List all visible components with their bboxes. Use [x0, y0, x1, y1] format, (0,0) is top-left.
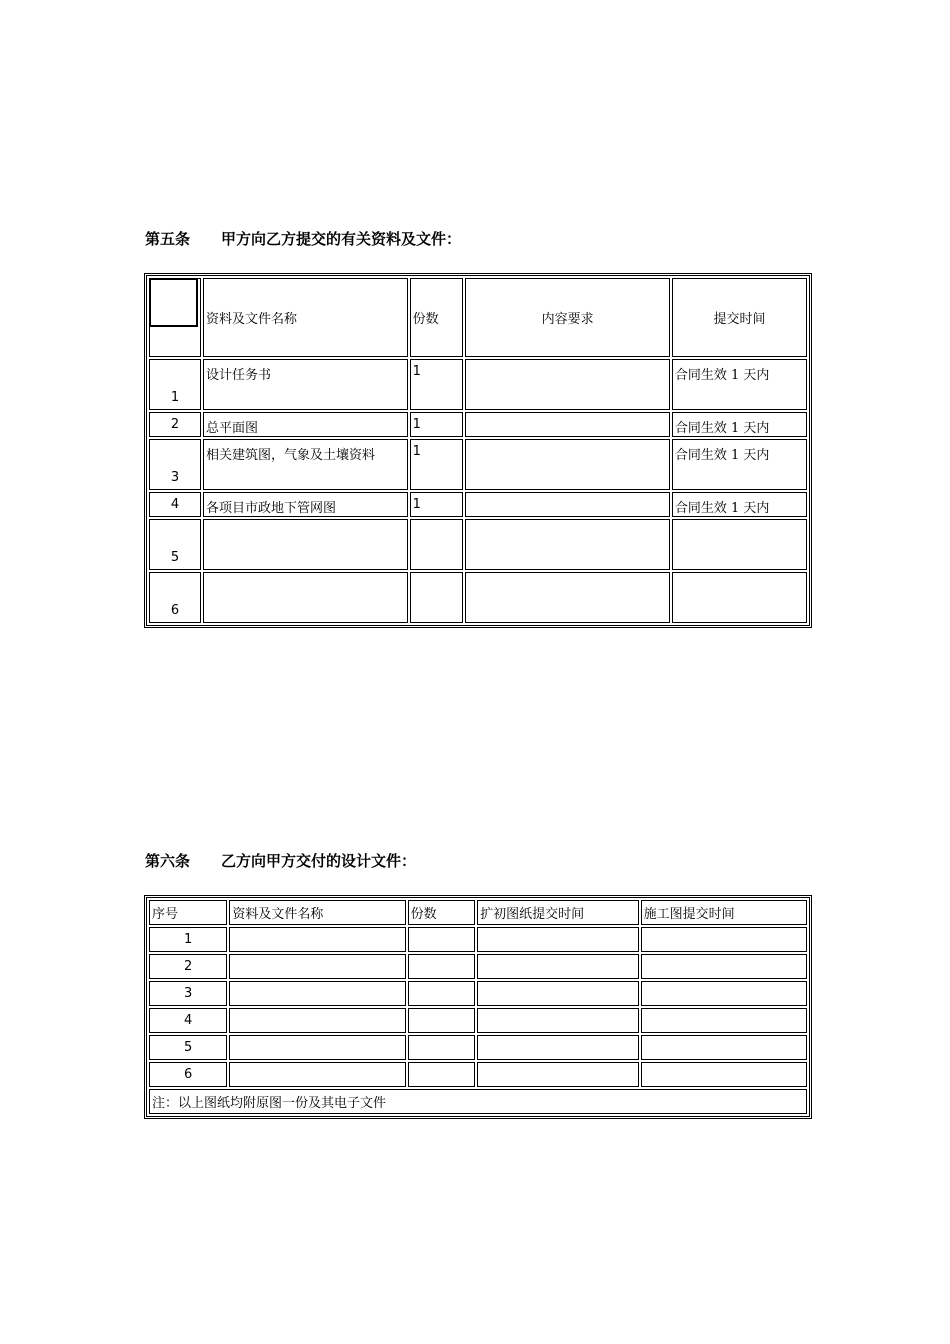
row-time: 合同生效 1 天内	[672, 439, 807, 490]
row-name	[229, 1035, 405, 1060]
table-row	[149, 492, 807, 517]
row-seq: 5	[149, 519, 201, 570]
row-seq: 2	[149, 954, 227, 979]
header-seq: 序号	[149, 900, 227, 925]
table-row	[149, 572, 807, 623]
row-copies	[408, 1008, 475, 1033]
row-content	[465, 439, 670, 490]
table-row	[149, 412, 807, 437]
row-copies	[408, 1062, 475, 1087]
row-copies	[410, 519, 464, 570]
article-6-title: 乙方向甲方交付的设计文件：	[221, 852, 417, 870]
row-seq: 3	[149, 439, 201, 490]
row-content	[465, 412, 670, 437]
row-seq: 4	[149, 1008, 227, 1033]
row-seq: 1	[149, 359, 201, 410]
article-5-heading	[145, 228, 461, 249]
row-time: 合同生效 1 天内	[672, 492, 807, 517]
row-copies	[408, 927, 475, 952]
table-row	[149, 439, 807, 490]
header-name: 资料及文件名称	[203, 278, 408, 357]
header-construction-time: 施工图提交时间	[641, 900, 807, 925]
article-5-table	[146, 275, 810, 626]
header-name: 资料及文件名称	[229, 900, 405, 925]
row-preliminary-time	[477, 927, 638, 952]
row-seq: 2	[149, 412, 201, 437]
row-seq: 6	[149, 572, 201, 623]
row-content	[465, 572, 670, 623]
article-5-number: 第五条	[145, 230, 191, 248]
row-copies: 1	[410, 359, 464, 410]
row-name	[229, 981, 405, 1006]
row-seq: 1	[149, 927, 227, 952]
row-name: 相关建筑图，气象及土壤资料	[203, 439, 408, 490]
header-time: 提交时间	[672, 278, 807, 357]
row-name	[229, 954, 405, 979]
row-name	[229, 927, 405, 952]
row-seq: 5	[149, 1035, 227, 1060]
row-copies: 1	[410, 412, 464, 437]
row-name: 各项目市政地下管网图	[203, 492, 408, 517]
header-copies: 份数	[410, 278, 464, 357]
row-content	[465, 519, 670, 570]
row-copies	[408, 981, 475, 1006]
article-6-table	[146, 897, 810, 1117]
article-6-heading	[145, 850, 416, 871]
row-time: 合同生效 1 天内	[672, 412, 807, 437]
header-content: 内容要求	[465, 278, 670, 357]
article-5-title: 甲方向乙方提交的有关资料及文件：	[221, 230, 462, 248]
row-preliminary-time	[477, 1035, 638, 1060]
table-header-row	[149, 278, 807, 357]
row-seq: 4	[149, 492, 201, 517]
article-6-number: 第六条	[145, 852, 191, 870]
row-copies: 1	[410, 439, 464, 490]
table-row	[149, 927, 807, 952]
row-time: 合同生效 1 天内	[672, 359, 807, 410]
row-name	[203, 519, 408, 570]
row-construction-time	[641, 981, 807, 1006]
header-preliminary-time: 扩初图纸提交时间	[477, 900, 638, 925]
row-construction-time	[641, 1035, 807, 1060]
table-row	[149, 519, 807, 570]
row-construction-time	[641, 1062, 807, 1087]
row-construction-time	[641, 927, 807, 952]
row-construction-time	[641, 1008, 807, 1033]
row-preliminary-time	[477, 954, 638, 979]
row-preliminary-time	[477, 1062, 638, 1087]
row-copies: 1	[410, 492, 464, 517]
header-seq-cell	[149, 278, 201, 357]
table-row	[149, 954, 807, 979]
row-time	[672, 572, 807, 623]
header-copies: 份数	[408, 900, 475, 925]
row-copies	[408, 1035, 475, 1060]
row-seq: 3	[149, 981, 227, 1006]
row-construction-time	[641, 954, 807, 979]
row-content	[465, 359, 670, 410]
table-note: 注：以上图纸均附原图一份及其电子文件	[149, 1089, 807, 1114]
table-row	[149, 1008, 807, 1033]
row-preliminary-time	[477, 981, 638, 1006]
row-seq: 6	[149, 1062, 227, 1087]
row-copies	[408, 954, 475, 979]
row-name: 设计任务书	[203, 359, 408, 410]
table-row	[149, 981, 807, 1006]
table-row	[149, 359, 807, 410]
row-time	[672, 519, 807, 570]
table-row	[149, 1062, 807, 1087]
row-preliminary-time	[477, 1008, 638, 1033]
row-name	[203, 572, 408, 623]
table-row	[149, 1035, 807, 1060]
row-name: 总平面图	[203, 412, 408, 437]
row-name	[229, 1062, 405, 1087]
table-note-row	[149, 1089, 807, 1114]
row-content	[465, 492, 670, 517]
table-header-row	[149, 900, 807, 925]
row-copies	[410, 572, 464, 623]
row-name	[229, 1008, 405, 1033]
